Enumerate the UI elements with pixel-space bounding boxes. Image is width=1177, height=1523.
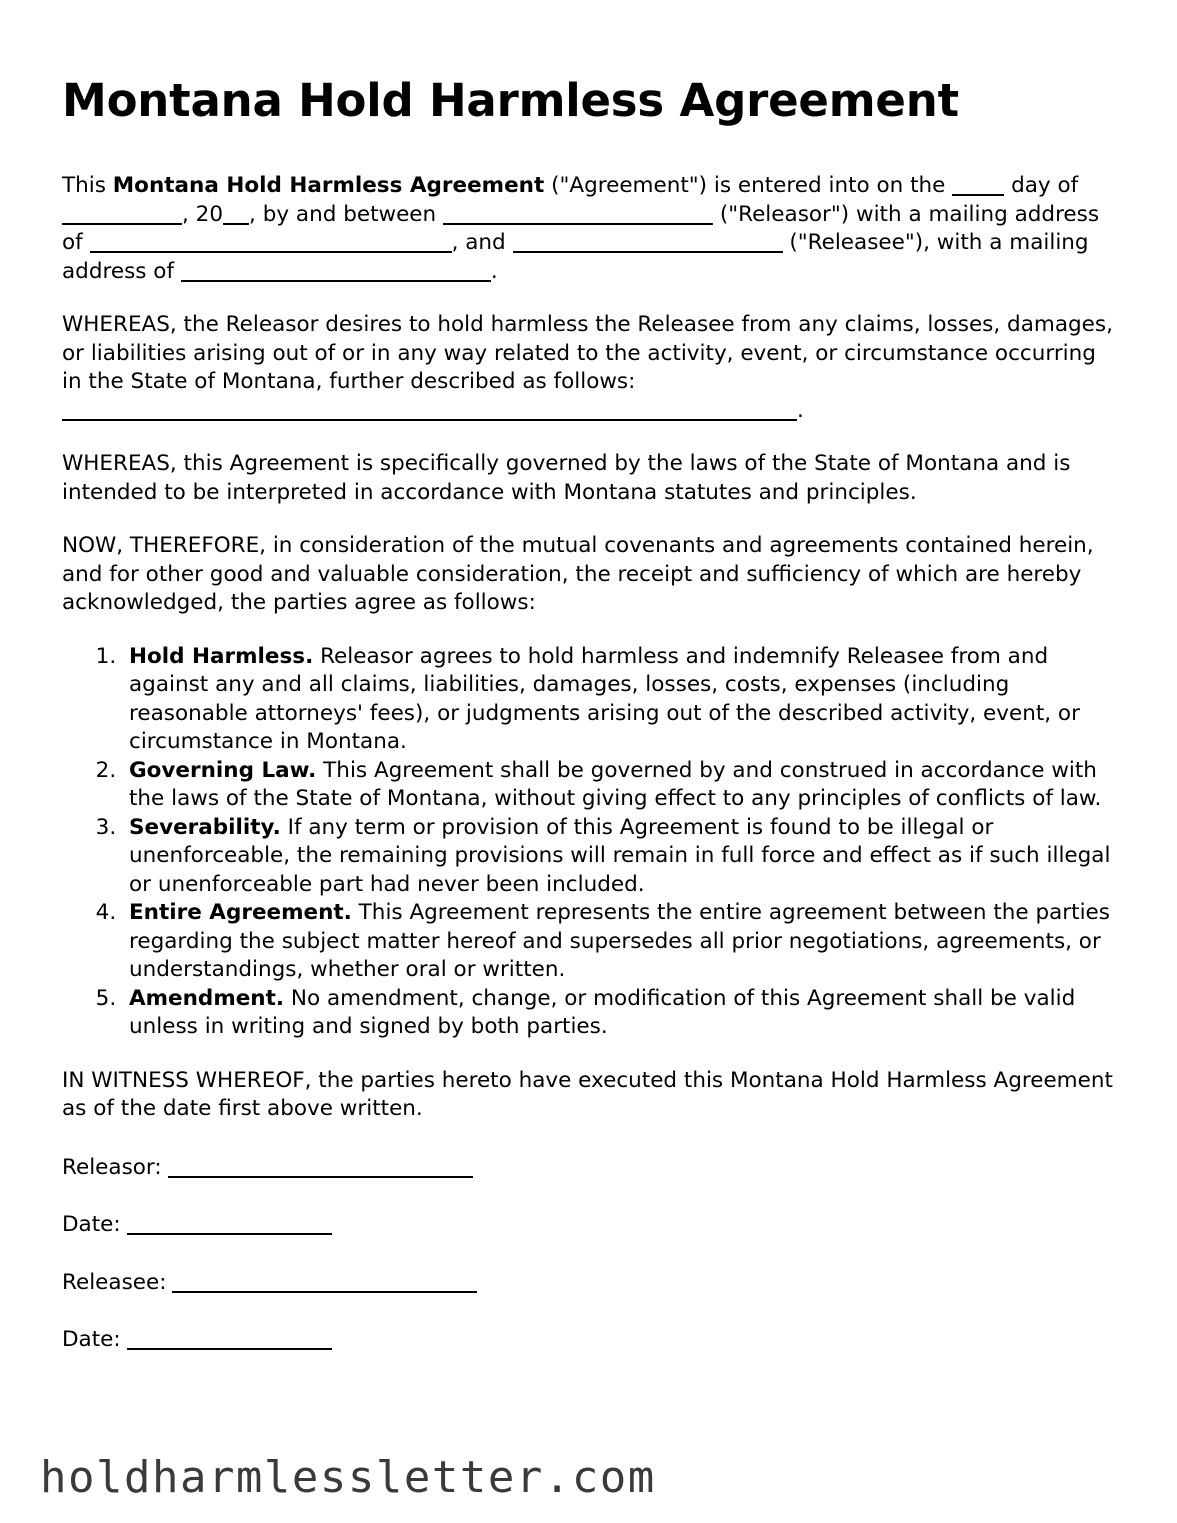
intro-segment-7: ("Releasee"), with a mailing address of <box>62 230 1089 284</box>
page-title: Montana Hold Harmless Agreement <box>62 74 959 127</box>
intro-segment-3: , 20 <box>182 201 224 227</box>
intro-segment-4: , by and between <box>249 201 443 227</box>
term-heading: Severability. <box>129 814 281 840</box>
footer-watermark: holdharmlessletter.com <box>40 1452 656 1503</box>
recital-second: WHEREAS, this Agreement is specifically governed by the laws of the State of Montana and is intended to be interpreted in accordance with Montana statutes and principles. <box>62 451 1071 505</box>
term-body: No amendment, change, or modification of this Agreement shall be valid unless in writing and signed by both parties. <box>129 985 1076 1039</box>
list-item <box>123 757 1114 814</box>
blank-releasee-address[interactable] <box>181 266 491 282</box>
blank-year[interactable] <box>223 209 249 225</box>
list-item <box>123 814 1114 900</box>
blank-activity-description[interactable] <box>62 405 797 421</box>
term-heading: Amendment. <box>129 985 285 1011</box>
term-body: If any term or provision of this Agreement is found to be illegal or unenforceable, the remaining provisions will remain in full force and effect as if such illegal or unenforceable part had never been included. <box>129 814 1111 897</box>
signature-label: Date: <box>62 1212 121 1237</box>
term-heading: Entire Agreement. <box>129 900 352 925</box>
signature-row-releasee-date <box>62 1326 1114 1355</box>
term-body: This Agreement shall be governed by and construed in accordance with the laws of the State of Montana, without giving effect to any principles of conflicts of law. <box>129 757 1102 811</box>
intro-segment-1: ("Agreement") is entered into on the <box>544 173 953 198</box>
term-body: Releasor agrees to hold harmless and indemnify Releasee from and against any and all claims, liabilities, damages, losses, costs, expenses (including reasonable attorneys' fees), or judgments arising out of the described activity, event, or circumstance in Montana. <box>129 643 1080 754</box>
blank-day-number[interactable] <box>952 180 1004 196</box>
blank-releasor-address[interactable] <box>90 237 452 253</box>
intro-lead-prefix: This <box>62 173 113 198</box>
list-item <box>123 643 1114 757</box>
witness-clause: IN WITNESS WHEREOF, the parties hereto have executed this Montana Hold Harmless Agreement as of the date first above written. <box>62 1067 1113 1121</box>
signature-label: Releasor: <box>62 1154 162 1180</box>
blank-month[interactable] <box>62 209 182 225</box>
signature-row-releasee <box>62 1269 1114 1298</box>
list-item <box>123 985 1114 1042</box>
intro-agreement-name: Montana Hold Harmless Agreement <box>112 173 545 198</box>
document-body <box>62 74 1114 1384</box>
signature-line-releasee-date[interactable] <box>127 1334 332 1350</box>
list-item <box>123 899 1114 985</box>
now-therefore-paragraph: NOW, THEREFORE, in consideration of the mutual covenants and agreements contained herein, and for other good and valuable consideration, the receipt and sufficiency of which are hereby acknowledged, the parties agree as follows: <box>62 533 1094 615</box>
signature-label: Releasee: <box>62 1269 167 1295</box>
terms-list <box>62 643 1114 1042</box>
intro-segment-5: ("Releasor") with a mailing address of <box>62 201 1100 255</box>
signature-row-releasor <box>62 1154 1114 1183</box>
term-heading: Governing Law. <box>129 757 317 783</box>
signature-line-releasor[interactable] <box>168 1162 473 1178</box>
intro-segment-2: day of <box>1004 173 1079 198</box>
signature-label: Date: <box>62 1327 121 1352</box>
signature-block <box>62 1154 1114 1355</box>
intro-segment-6: , and <box>451 230 513 255</box>
term-body: This Agreement represents the entire agreement between the parties regarding the subject matter hereof and supersedes all prior negotiations, agreements, or understandings, whether oral or written. <box>129 900 1110 982</box>
signature-row-releasor-date <box>62 1211 1114 1240</box>
recital-first: WHEREAS, the Releasor desires to hold harmless the Releasee from any claims, losses, damages, or liabilities arising out of or in any way related to the activity, event, or circumstance occurring in the State of Montana, further described as follows: <box>62 312 1113 394</box>
intro-paragraph <box>62 172 1114 286</box>
signature-line-releasor-date[interactable] <box>127 1219 332 1235</box>
recital-blank-suffix: . <box>797 397 804 423</box>
term-heading: Hold Harmless. <box>129 643 314 669</box>
intro-segment-8: . <box>490 258 498 284</box>
blank-releasee-name[interactable] <box>513 237 783 253</box>
blank-releasor-name[interactable] <box>443 209 713 225</box>
recital-description-blank-row <box>62 397 1114 426</box>
signature-line-releasee[interactable] <box>172 1277 477 1293</box>
